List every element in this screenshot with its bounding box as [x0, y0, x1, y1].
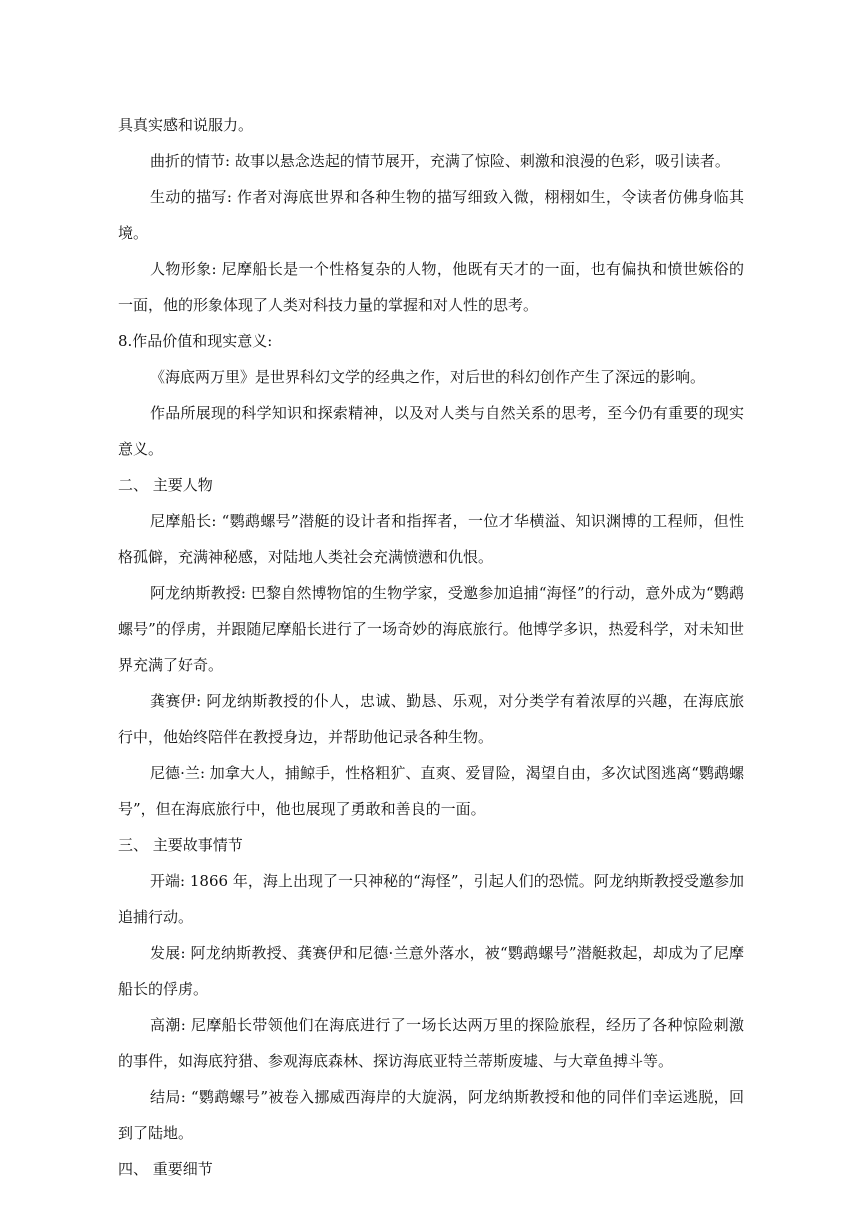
- paragraph: 阿龙纳斯教授: 巴黎自然博物馆的生物学家，受邀参加追捕“海怪”的行动，意外成为“鹦鹉螺号”的俘虏，并跟随尼摩船长进行了一场奇妙的海底旅行。他博学多识，热爱科学，对未知世界充满了好奇。: [118, 584, 744, 674]
- section-heading: 二、 主要人物: [118, 476, 213, 494]
- paragraph: 具真实感和说服力。: [118, 116, 254, 134]
- paragraph: 曲折的情节: 故事以悬念迭起的情节展开，充满了惊险、刺激和浪漫的色彩，吸引读者。: [150, 152, 730, 170]
- paragraph: 结局: “鹦鹉螺号”被卷入挪威西海岸的大旋涡，阿龙纳斯教授和他的同伴们幸运逃脱，回到了陆地。: [118, 1088, 744, 1142]
- paragraph: 人物形象: 尼摩船长是一个性格复杂的人物，他既有天才的一面，也有偏执和愤世嫉俗的一面，他的形象体现了人类对科技力量的掌握和对人性的思考。: [118, 260, 744, 314]
- section-heading: 8.作品价值和现实意义:: [118, 332, 273, 350]
- paragraph: 《海底两万里》是世界科幻文学的经典之作，对后世的科幻创作产生了深远的影响。: [150, 368, 706, 386]
- paragraph: 高潮: 尼摩船长带领他们在海底进行了一场长达两万里的探险旅程，经历了各种惊险刺激的事件，如海底狩猎、参观海底森林、探访海底亚特兰蒂斯废墟、与大章鱼搏斗等。: [118, 1016, 744, 1070]
- paragraph: 尼德·兰: 加拿大人，捕鲸手，性格粗犷、直爽、爱冒险，渴望自由，多次试图逃离“鹦鹉螺号”，但在海底旅行中，他也展现了勇敢和善良的一面。: [118, 764, 744, 818]
- paragraph: 作品所展现的科学知识和探索精神，以及对人类与自然关系的思考，至今仍有重要的现实意义。: [118, 404, 744, 458]
- section-heading: 三、 主要故事情节: [118, 836, 243, 854]
- paragraph: 龚赛伊: 阿龙纳斯教授的仆人，忠诚、勤恳、乐观，对分类学有着浓厚的兴趣，在海底旅行中，他始终陪伴在教授身边，并帮助他记录各种生物。: [118, 692, 744, 746]
- paragraph: 发展: 阿龙纳斯教授、龚赛伊和尼德·兰意外落水，被“鹦鹉螺号”潜艇救起，却成为了尼摩船长的俘虏。: [118, 944, 744, 998]
- section-heading: 四、 重要细节: [118, 1160, 213, 1178]
- paragraph: 开端: 1866 年，海上出现了一只神秘的“海怪”，引起人们的恐慌。阿龙纳斯教授受邀参加追捕行动。: [118, 872, 744, 926]
- paragraph: 生动的描写: 作者对海底世界和各种生物的描写细致入微，栩栩如生，令读者仿佛身临其境。: [118, 188, 744, 242]
- paragraph: 尼摩船长: “鹦鹉螺号”潜艇的设计者和指挥者，一位才华横溢、知识渊博的工程师，但性格孤僻，充满神秘感，对陆地人类社会充满愤懑和仇恨。: [118, 512, 744, 566]
